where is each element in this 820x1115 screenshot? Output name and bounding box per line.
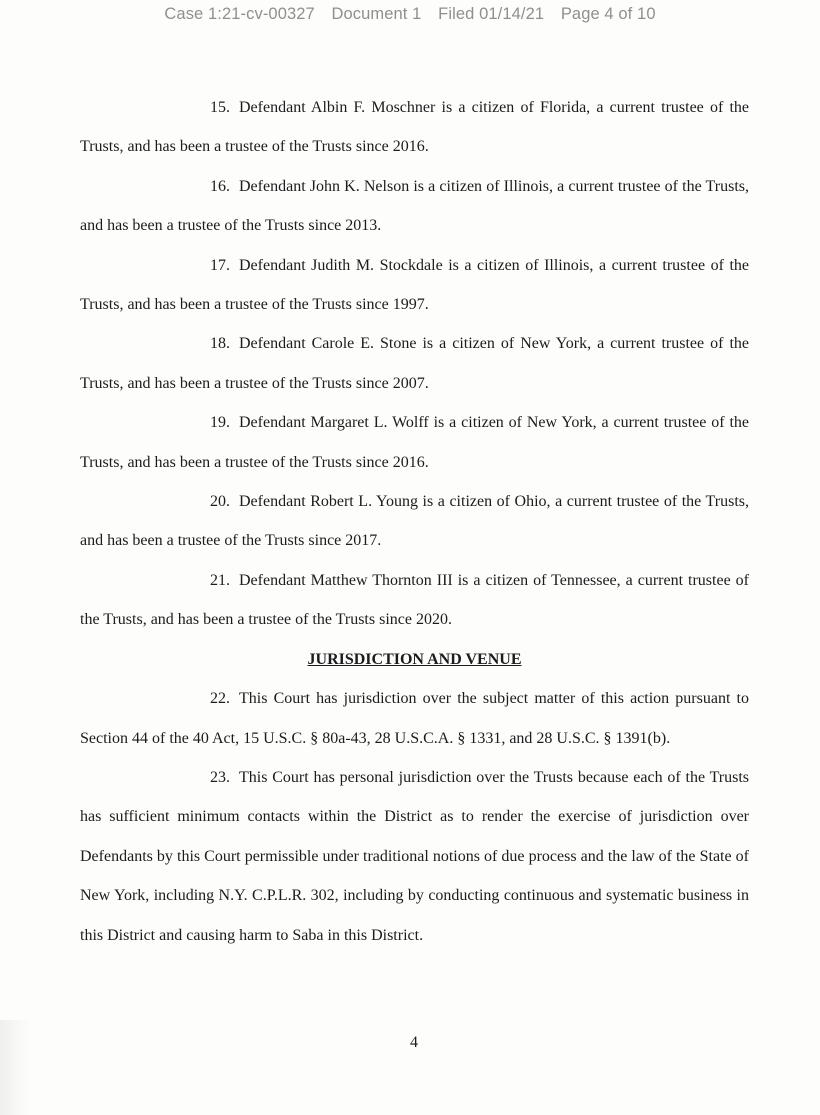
paragraph-number: 16.: [210, 177, 230, 195]
paragraph-text: Defendant Margaret L. Wolff is a citizen of New York, a current trustee of the Trusts, and has been a trustee of the Trusts since 2016.: [80, 414, 749, 471]
paragraph-17: [80, 246, 749, 325]
paragraph-19: [80, 403, 749, 482]
scan-artifact: [0, 1020, 30, 1115]
paragraph-number: 22.: [210, 690, 230, 708]
document-body: [80, 88, 749, 955]
paragraph-number: 23.: [210, 768, 230, 786]
paragraph-number: 17.: [210, 256, 230, 274]
paragraph-text: Defendant Judith M. Stockdale is a citizen of Illinois, a current trustee of the Trusts, and has been a trustee of the Trusts since 1997.: [80, 256, 749, 314]
paragraph-21: [80, 561, 749, 640]
paragraph-18: [80, 324, 749, 403]
paragraph-text: Defendant John K. Nelson is a citizen of Illinois, a current trustee of the Trusts, and has been a trustee of the Trusts since 2013.: [80, 177, 749, 235]
paragraph-16: [80, 167, 749, 246]
paragraph-22: [80, 679, 749, 758]
paragraph-number: 15.: [210, 99, 230, 116]
paragraph-text: Defendant Carole E. Stone is a citizen of New York, a current trustee of the Trusts, and has been a trustee of the Trusts since 2007.: [80, 335, 749, 392]
paragraph-text: Defendant Albin F. Moschner is a citizen of Florida, a current trustee of the Trusts, and has been a trustee of the Trusts since 2016.: [80, 99, 749, 156]
section-heading: JURISDICTION AND VENUE: [307, 650, 522, 668]
paragraph-text: This Court has personal jurisdiction over the Trusts because each of the Trusts has sufficient minimum contacts within the District as to render the exercise of jurisdiction over Defendants by this Court permissible under traditional notions of due process and the law of the State of New York, including N.Y. C.P.L.R. 302, including by conducting continuous and systematic business in this District and causing harm to Saba in this District.: [80, 768, 749, 944]
paragraph-number: 19.: [210, 414, 230, 432]
paragraph-15: [80, 88, 749, 167]
paragraph-number: 18.: [210, 335, 230, 353]
document-number: Document 1: [331, 5, 422, 23]
paragraph-23: [80, 758, 749, 955]
paragraph-number: 20.: [210, 493, 230, 511]
paragraph-number: 21.: [210, 571, 230, 589]
case-number: Case 1:21-cv-00327: [164, 5, 315, 23]
paragraph-text: Defendant Robert L. Young is a citizen of Ohio, a current trustee of the Trusts, and has been a trustee of the Trusts since 2017.: [80, 493, 749, 550]
paragraph-text: This Court has jurisdiction over the subject matter of this action pursuant to Section 44 of the 40 Act, 15 U.S.C. § 80a-43, 28 U.S.C.A. § 1331, and 28 U.S.C. § 1391(b).: [80, 690, 749, 747]
paragraph-text: Defendant Matthew Thornton III is a citizen of Tennessee, a current trustee of the Trusts, and has been a trustee of the Trusts since 2020.: [80, 571, 749, 629]
filed-date: Filed 01/14/21: [438, 5, 545, 23]
paragraph-20: [80, 482, 749, 561]
page-indicator: Page 4 of 10: [560, 5, 656, 23]
ecf-header: [0, 5, 820, 24]
page-number: 4: [410, 1034, 418, 1051]
